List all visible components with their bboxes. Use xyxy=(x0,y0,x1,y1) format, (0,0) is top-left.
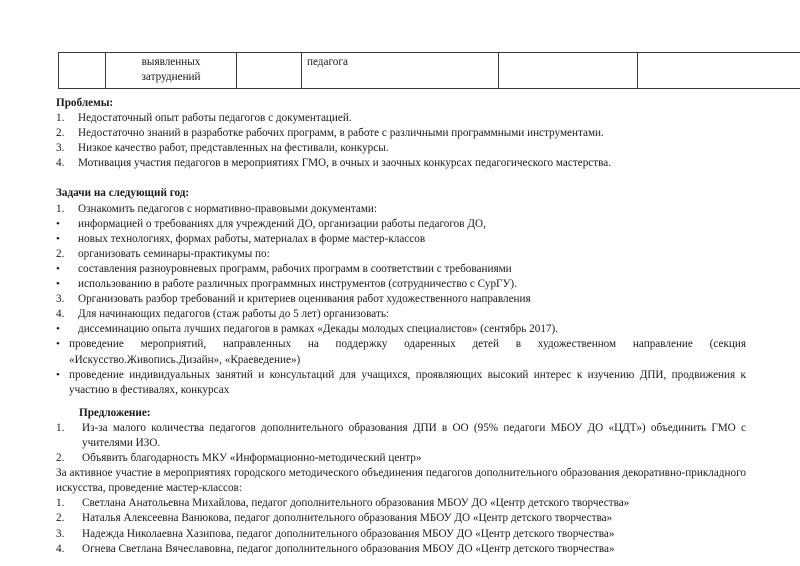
honoree-item xyxy=(56,511,746,526)
list-text: организовать семинары-практикумы по: xyxy=(78,247,270,260)
table-cell-1 xyxy=(59,53,106,89)
section-spacer xyxy=(56,171,746,186)
bullet-icon: • xyxy=(56,323,60,336)
problems-heading: Проблемы: xyxy=(56,97,114,109)
problems-item xyxy=(56,111,746,126)
proposal-heading: Предложение: xyxy=(79,406,151,419)
list-marker: 3. xyxy=(56,527,65,540)
data-table xyxy=(58,52,800,89)
list-marker: 2. xyxy=(56,452,65,465)
bullet-icon: • xyxy=(56,338,60,351)
proposal-paragraph: За активное участие в мероприятиях городского методического объединения педагогов дополнительного образования декоративно-прикладного искусства, проведение мастер-классов: xyxy=(56,467,746,495)
list-text: Организовать разбор требований и критериев оценивания работ художественного направления xyxy=(78,293,531,306)
list-marker: 3. xyxy=(56,293,65,306)
list-text: проведение индивидуальных занятий и консультаций для учащихся, проявляющих высокий интерес к изучению ДПИ, продвижения к участию в фестивалях, конкурсах xyxy=(69,368,746,396)
tasks-bullet xyxy=(56,368,746,398)
list-marker: 2. xyxy=(56,127,65,140)
list-text: диссеминацию опыта лучших педагогов в рамках «Декады молодых специалистов» (сентябрь 2017). xyxy=(78,323,559,336)
document-body xyxy=(56,96,746,557)
list-text: Из-за малого количества педагогов дополнительного образования ДПИ в ОО (95% педагоги МБОУ ДО «ЦДТ») объединить ГМО с учителями ИЗО. xyxy=(82,421,746,449)
tasks-heading: Задачи на следующий год: xyxy=(56,187,190,200)
table-row xyxy=(59,53,800,89)
list-text: Объявить благодарность МКУ «Информационно-методический центр» xyxy=(82,452,422,465)
tasks-bullet xyxy=(56,217,746,232)
tasks-item xyxy=(56,307,746,322)
tasks-bullet xyxy=(56,337,746,367)
list-marker: 4. xyxy=(56,157,65,170)
list-marker: 1. xyxy=(56,112,65,125)
bullet-icon: • xyxy=(56,278,60,291)
bullet-icon: • xyxy=(56,368,60,381)
problems-item xyxy=(56,141,746,156)
list-text: информацией о требованиях для учреждений ДО, организации работы педагогов ДО, xyxy=(78,217,486,230)
tasks-item xyxy=(56,292,746,307)
tasks-bullet xyxy=(56,232,746,247)
list-text: проведение мероприятий, направленных на поддержку одаренных детей в художественном направление (секция «Искусство.Живопись.Дизайн», «Краеведение») xyxy=(69,338,746,366)
list-marker: 4. xyxy=(56,542,65,555)
table-fragment xyxy=(58,52,742,89)
table-cell-2: выявленных затруднений xyxy=(106,53,237,89)
list-text: Надежда Николаевна Хазипова, педагог дополнительного образования МБОУ ДО «Центр детского творчества» xyxy=(82,527,615,540)
tasks-bullet xyxy=(56,262,746,277)
tasks-item xyxy=(56,202,746,217)
honoree-item xyxy=(56,496,746,511)
proposal-item xyxy=(56,421,746,451)
bullet-icon: • xyxy=(56,262,60,275)
list-marker: 1. xyxy=(56,497,65,510)
table-cell-4: педагога xyxy=(302,53,499,89)
list-text: Светлана Анатольевна Михайлова, педагог дополнительного образования МБОУ ДО «Центр детского творчества» xyxy=(82,497,630,510)
list-marker: 1. xyxy=(56,421,65,434)
list-marker: 3. xyxy=(56,142,65,155)
bullet-icon: • xyxy=(56,217,60,230)
list-marker: 2. xyxy=(56,512,65,525)
list-text: Низкое качество работ, представленных на фестивали, конкурсы. xyxy=(78,142,389,155)
list-text: Мотивация участия педагогов в мероприятиях ГМО, в очных и заочных конкурсах педагогического мастерства. xyxy=(78,157,612,170)
honoree-item xyxy=(56,542,746,557)
list-marker: 4. xyxy=(56,308,65,321)
section-spacer xyxy=(56,398,746,406)
list-text: новых технологиях, формах работы, материалах в форме мастер-классов xyxy=(78,232,426,245)
list-text: Наталья Алексеевна Ванюкова, педагог дополнительного образования МБОУ ДО «Центр детского творчества» xyxy=(82,512,613,525)
list-text: составления разноуровневых программ, рабочих программ в соответствии с требованиями xyxy=(78,262,512,275)
table-cell-5 xyxy=(499,53,638,89)
bullet-icon: • xyxy=(56,232,60,245)
problems-item xyxy=(56,156,746,171)
proposal-item xyxy=(56,451,746,466)
list-text: Ознакомить педагогов с нормативно-правовыми документами: xyxy=(78,202,378,215)
list-text: Огнева Светлана Вячеславовна, педагог дополнительного образования МБОУ ДО «Центр детского творчества» xyxy=(82,542,615,555)
list-text: Для начинающих педагогов (стаж работы до 5 лет) организовать: xyxy=(78,308,390,321)
list-marker: 2. xyxy=(56,247,65,260)
tasks-item xyxy=(56,247,746,262)
problems-item xyxy=(56,126,746,141)
table-cell-3 xyxy=(237,53,302,89)
list-text: использованию в работе различных программных инструментов (сотрудничество с СурГУ). xyxy=(78,278,517,291)
list-marker: 1. xyxy=(56,202,65,215)
list-text: Недостаточно знаний в разработке рабочих программ, в работе с различными программными инструментами. xyxy=(78,127,604,140)
honoree-item xyxy=(56,527,746,542)
table-cell-6 xyxy=(638,53,800,89)
list-text: Недостаточный опыт работы педагогов с документацией. xyxy=(78,112,352,125)
tasks-bullet xyxy=(56,277,746,292)
tasks-bullet xyxy=(56,322,746,337)
